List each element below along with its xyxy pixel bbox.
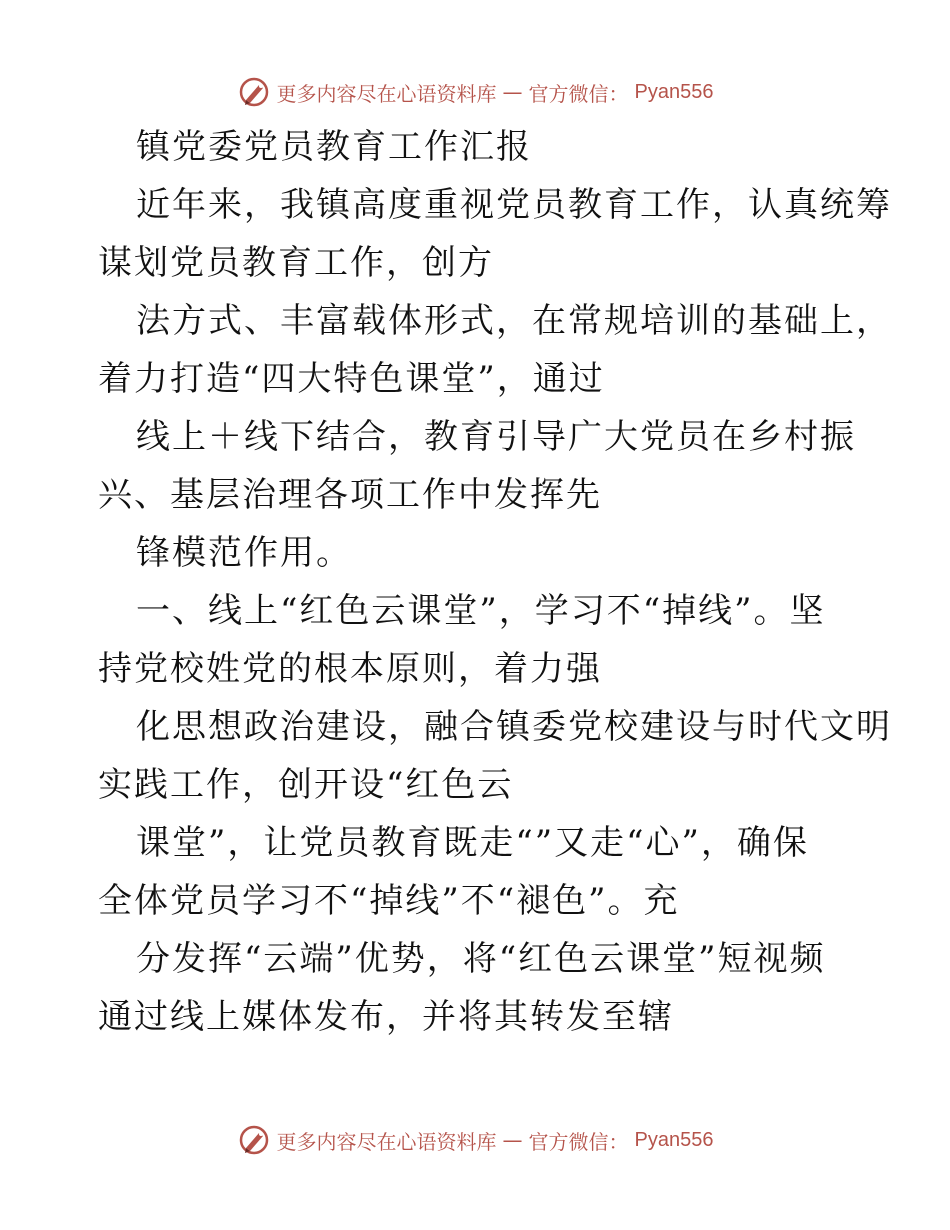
paragraph-line: 着力打造“四大特色课堂”，通过	[98, 359, 605, 399]
paragraph-line: 法方式、丰富载体形式，在常规培训的基础上，	[136, 301, 892, 341]
paragraph-line: 近年来，我镇高度重视党员教育工作，认真统筹	[136, 185, 892, 225]
header-watermark	[0, 72, 950, 112]
paragraph-line: 兴、基层治理各项工作中发挥先	[98, 475, 602, 515]
watermark-separator: —	[502, 80, 523, 104]
paragraph-line: 锋模范作用。	[136, 533, 352, 573]
watermark-wechat-label: 官方微信：	[528, 1129, 629, 1154]
footer-watermark	[0, 1120, 950, 1160]
paragraph-line: 分发挥“云端”优势，将“红色云课堂”短视频	[136, 939, 826, 979]
watermark-separator: —	[502, 1128, 523, 1152]
pen-logo-icon	[237, 75, 271, 109]
paragraph-line: 一、线上“红色云课堂”，学习不“掉线”。坚	[136, 591, 826, 631]
watermark-text: 更多内容尽在心语资料库	[276, 1129, 497, 1154]
paragraph-line: 线上＋线下结合，教育引导广大党员在乡村振	[136, 417, 856, 457]
paragraph-line: 全体党员学习不“掉线”不“褪色”。充	[98, 881, 680, 921]
watermark-text: 更多内容尽在心语资料库	[276, 81, 497, 106]
paragraph-line: 持党校姓党的根本原则，着力强	[98, 649, 602, 689]
paragraph-line: 课堂”，让党员教育既走“”又走“心”，确保	[136, 823, 809, 863]
pen-logo-icon	[237, 1123, 271, 1157]
paragraph-line: 实践工作，创开设“红色云	[98, 765, 514, 805]
paragraph-line: 化思想政治建设，融合镇委党校建设与时代文明	[136, 707, 892, 747]
watermark-wechat-id: Pyan556	[634, 1128, 714, 1151]
paragraph-line: 谋划党员教育工作，创方	[98, 243, 494, 283]
watermark-wechat-label: 官方微信：	[528, 81, 629, 106]
paragraph-line: 通过线上媒体发布，并将其转发至辖	[98, 997, 674, 1037]
document-title: 镇党委党员教育工作汇报	[136, 127, 532, 167]
watermark-wechat-id: Pyan556	[634, 80, 714, 103]
document-body	[98, 118, 892, 1046]
